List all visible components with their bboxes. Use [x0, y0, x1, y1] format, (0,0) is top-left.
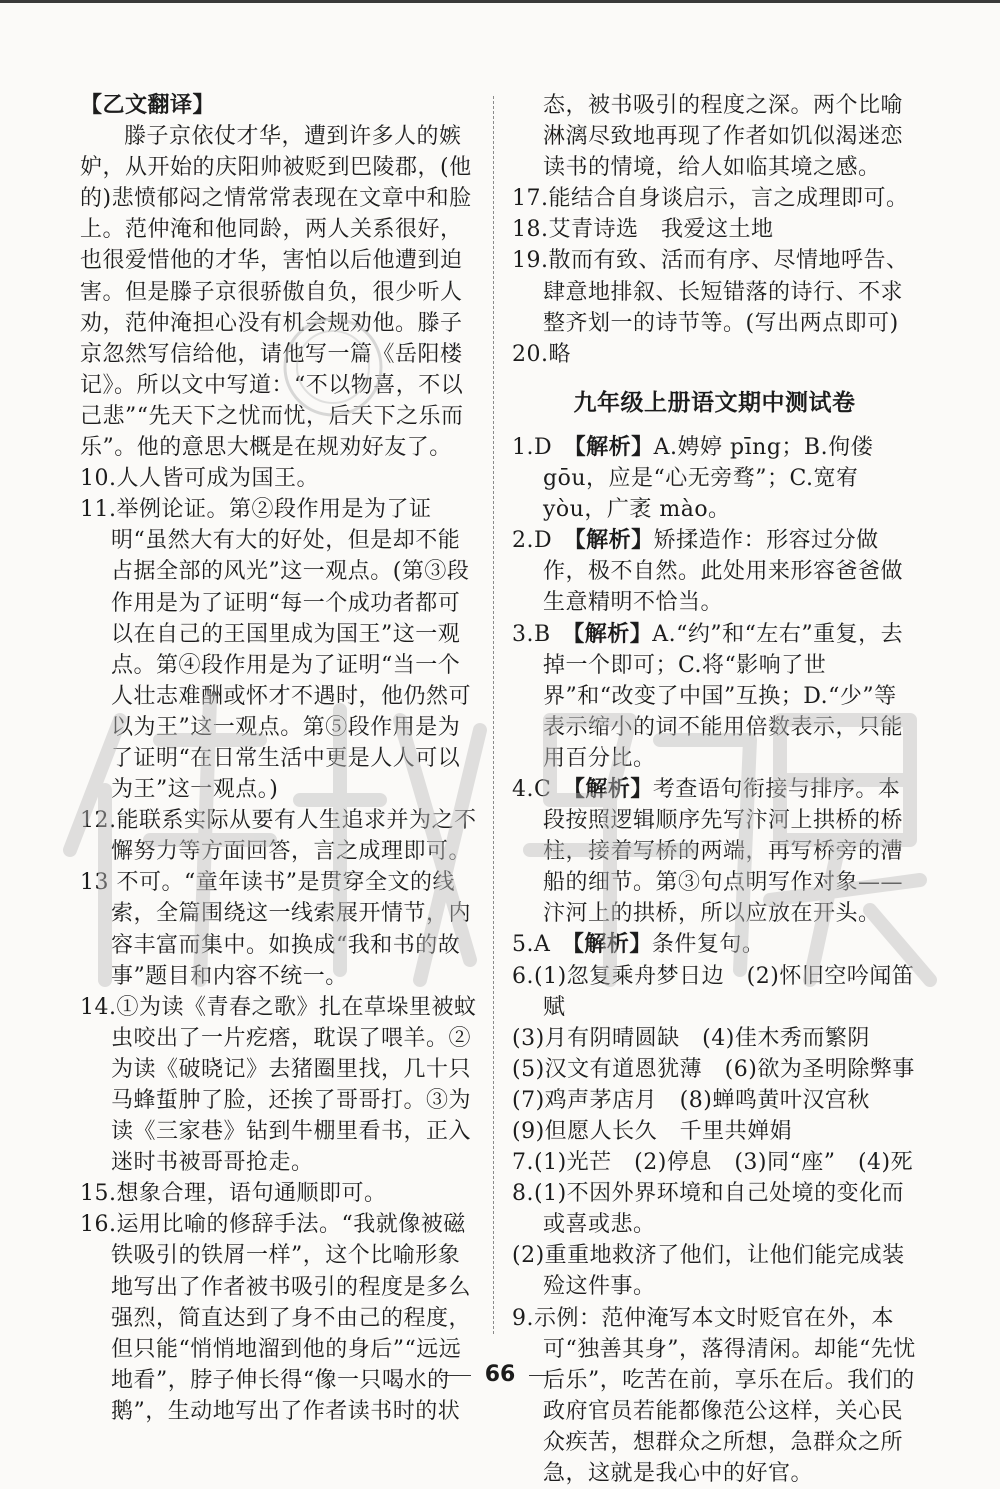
answer-16-continuation: 态，被书吸引的程度之深。两个比喻淋漓尽致地再现了作者如饥似渴迷恋读书的情境，给人如临其境之感。: [543, 93, 904, 181]
answer-item-6: [512, 961, 917, 1148]
answer-item: 10.人人皆可成为国王。: [80, 466, 319, 492]
answer-item: 15.想象合理，语句通顺即可。: [80, 1181, 387, 1207]
poem-line: (7)鸡声茅店月 (8)蝉鸣黄叶汉宫秋: [512, 1087, 870, 1113]
answer-item: [512, 619, 917, 774]
answer-item-8: [512, 1178, 917, 1302]
answer-item: 18.艾青诗选 我爱这土地: [512, 217, 774, 243]
footer-dash-right: [529, 1375, 559, 1376]
answer-item: 7.(1)光芒 (2)停息 (3)同“座” (4)死: [512, 1150, 914, 1176]
column-divider: [493, 96, 494, 1334]
answer-item: [512, 774, 917, 929]
answer-item: [512, 929, 917, 960]
section-title: 九年级上册语文期中测试卷: [573, 388, 856, 416]
answer-text: (1)不因外界环境和自己处境的变化而或喜或悲。: [534, 1181, 905, 1238]
left-column: [80, 90, 480, 1427]
answer-text: 条件复句。: [651, 932, 765, 958]
answer-text: A.“约”和“左右”重复，去掉一个即可；C.将“影响了世界”和“改变了中国”互换；D.“少”等表示缩小的词不能用倍数表示，只能用百分比。: [543, 621, 904, 771]
analysis-label: 【解析】: [572, 931, 652, 958]
answer-number: 3.B: [512, 621, 551, 647]
answer-number: 6.: [512, 963, 534, 989]
page-footer: [0, 1362, 1000, 1387]
answer-item: 13 不可。“童年读书”是贯穿全文的线索，全篇围绕这一线索展开情节，内容丰富而集中。如换成“我和书的故事”题目和内容不统一。: [80, 870, 472, 989]
answer-number: 4.C: [512, 776, 552, 802]
poem-line: (3)月有阴晴圆缺 (4)佳木秀而繁阴: [512, 1025, 870, 1051]
answer-number: 5.A: [512, 932, 551, 958]
answer-item: [512, 525, 917, 618]
answer-item: 20.略: [512, 341, 571, 367]
top-border-line: [0, 0, 1000, 3]
answer-number: 1.D: [512, 434, 553, 460]
answer-number: 2.D: [512, 528, 553, 554]
poem-line: (9)但愿人长久 千里共婵娟: [512, 1119, 793, 1144]
answer-item: 14.①为读《青春之歌》扎在草垛里被蚊虫咬出了一片疙瘩，耽误了喂羊。②为读《破晓记》去猪圈里找，几十只马蜂蜇肿了脸，还挨了哥哥打。③为读《三家巷》钻到牛棚里看书，正入迷时书被哥哥抢走。: [80, 994, 477, 1176]
right-column: [512, 90, 917, 1489]
answer-item: 9.示例：范仲淹写本文时贬官在外，本可“独善其身”，落得清闲。却能“先忧后乐”，吃苦在前，享乐在后。我们的政府官员若能都像范公这样，关心民众疾苦，想群众之所想，急群众之所急，这就是我心中的好官。: [512, 1305, 916, 1487]
answer-item: 16.运用比喻的修辞手法。“我就像被磁铁吸引的铁屑一样”，这个比喻形象地写出了作者被书吸引的程度是多么强烈，简直达到了身不由己的程度，但只能“悄悄地溜到他的身后”“远远地看”，脖子伸长得“像一只喝水的鹅”，生动地写出了作者读书时的状: [80, 1212, 472, 1424]
analysis-label: 【解析】: [574, 527, 654, 554]
analysis-label: 【解析】: [573, 775, 653, 802]
translation-paragraph: 滕子京依仗才华，遭到许多人的嫉妒，从开始的庆阳帅被贬到巴陵郡，(他的)悲愤郁闷之情常常表现在文章中和脸上。范仲淹和他同龄，两人关系很好，也很爱惜他的才华，害怕以后他遭到迫害。但是滕子京很骄傲自负，很少听人劝，范仲淹担心没有机会规劝他。滕子京忽然写信给他，请他写一篇《岳阳楼记》。所以文中写道：“不以物喜，不以己悲”“先天下之忧而忧，后天下之乐而乐”。他的意思大概是在规劝好友了。: [80, 124, 472, 461]
answer-item: 12.能联系实际从要有人生追求并为之不懈努力等方面回答，言之成理即可。: [80, 808, 477, 865]
translation-heading: 【乙文翻译】: [80, 92, 216, 118]
analysis-label: 【解析】: [574, 433, 654, 460]
answer-text: A.娉婷 pīng；B.佝偻 gōu，应是“心无旁骛”；C.宽宥 yòu，广袤 mào。: [543, 434, 874, 523]
answer-item: [512, 432, 917, 525]
poem-line: (5)汉文有道恩犹薄 (6)欲为圣明除弊事: [512, 1056, 915, 1082]
analysis-label: 【解析】: [573, 620, 653, 647]
page-number: 66: [484, 1362, 516, 1387]
answer-text: 考查语句衔接与排序。本段按照逻辑顺序先写汴河上拱桥的桥柱，接着写桥的两端，再写桥旁的漕船的细节。第③句点明写作对象——汴河上的拱桥，所以应放在开头。: [543, 776, 904, 927]
answer-number: 8.: [512, 1181, 534, 1207]
answer-item: 11.举例论证。第②段作用是为了证明“虽然大有大的好处，但是却不能占据全部的风光”这一观点。(第③段作用是为了证明“每一个成功者都可以在自己的王国里成为国王”这一观点。第④段作用是为了证明“当一个人壮志难酬或怀才不遇时，他仍然可以为王”这一观点。第⑤段作用是为了证明“在日常生活中更是人人可以为王”这一观点。): [80, 497, 472, 803]
answer-text: 矫揉造作：形容过分做作，极不自然。此处用来形容爸爸做生意精明不恰当。: [543, 528, 904, 616]
answer-item: 19.散而有致、活而有序、尽情地呼告、肆意地排叙、长短错落的诗行、不求整齐划一的诗节等。(写出两点即可): [512, 248, 909, 336]
answer-item: 17.能结合自身谈启示，言之成理即可。: [512, 186, 909, 212]
poem-line: (1)忽复乘舟梦日边 (2)怀旧空吟闻笛赋: [534, 963, 915, 1020]
footer-dash-left: [441, 1375, 471, 1376]
answer-text: (2)重重地救济了他们，让他们能完成装殓这件事。: [512, 1243, 905, 1300]
